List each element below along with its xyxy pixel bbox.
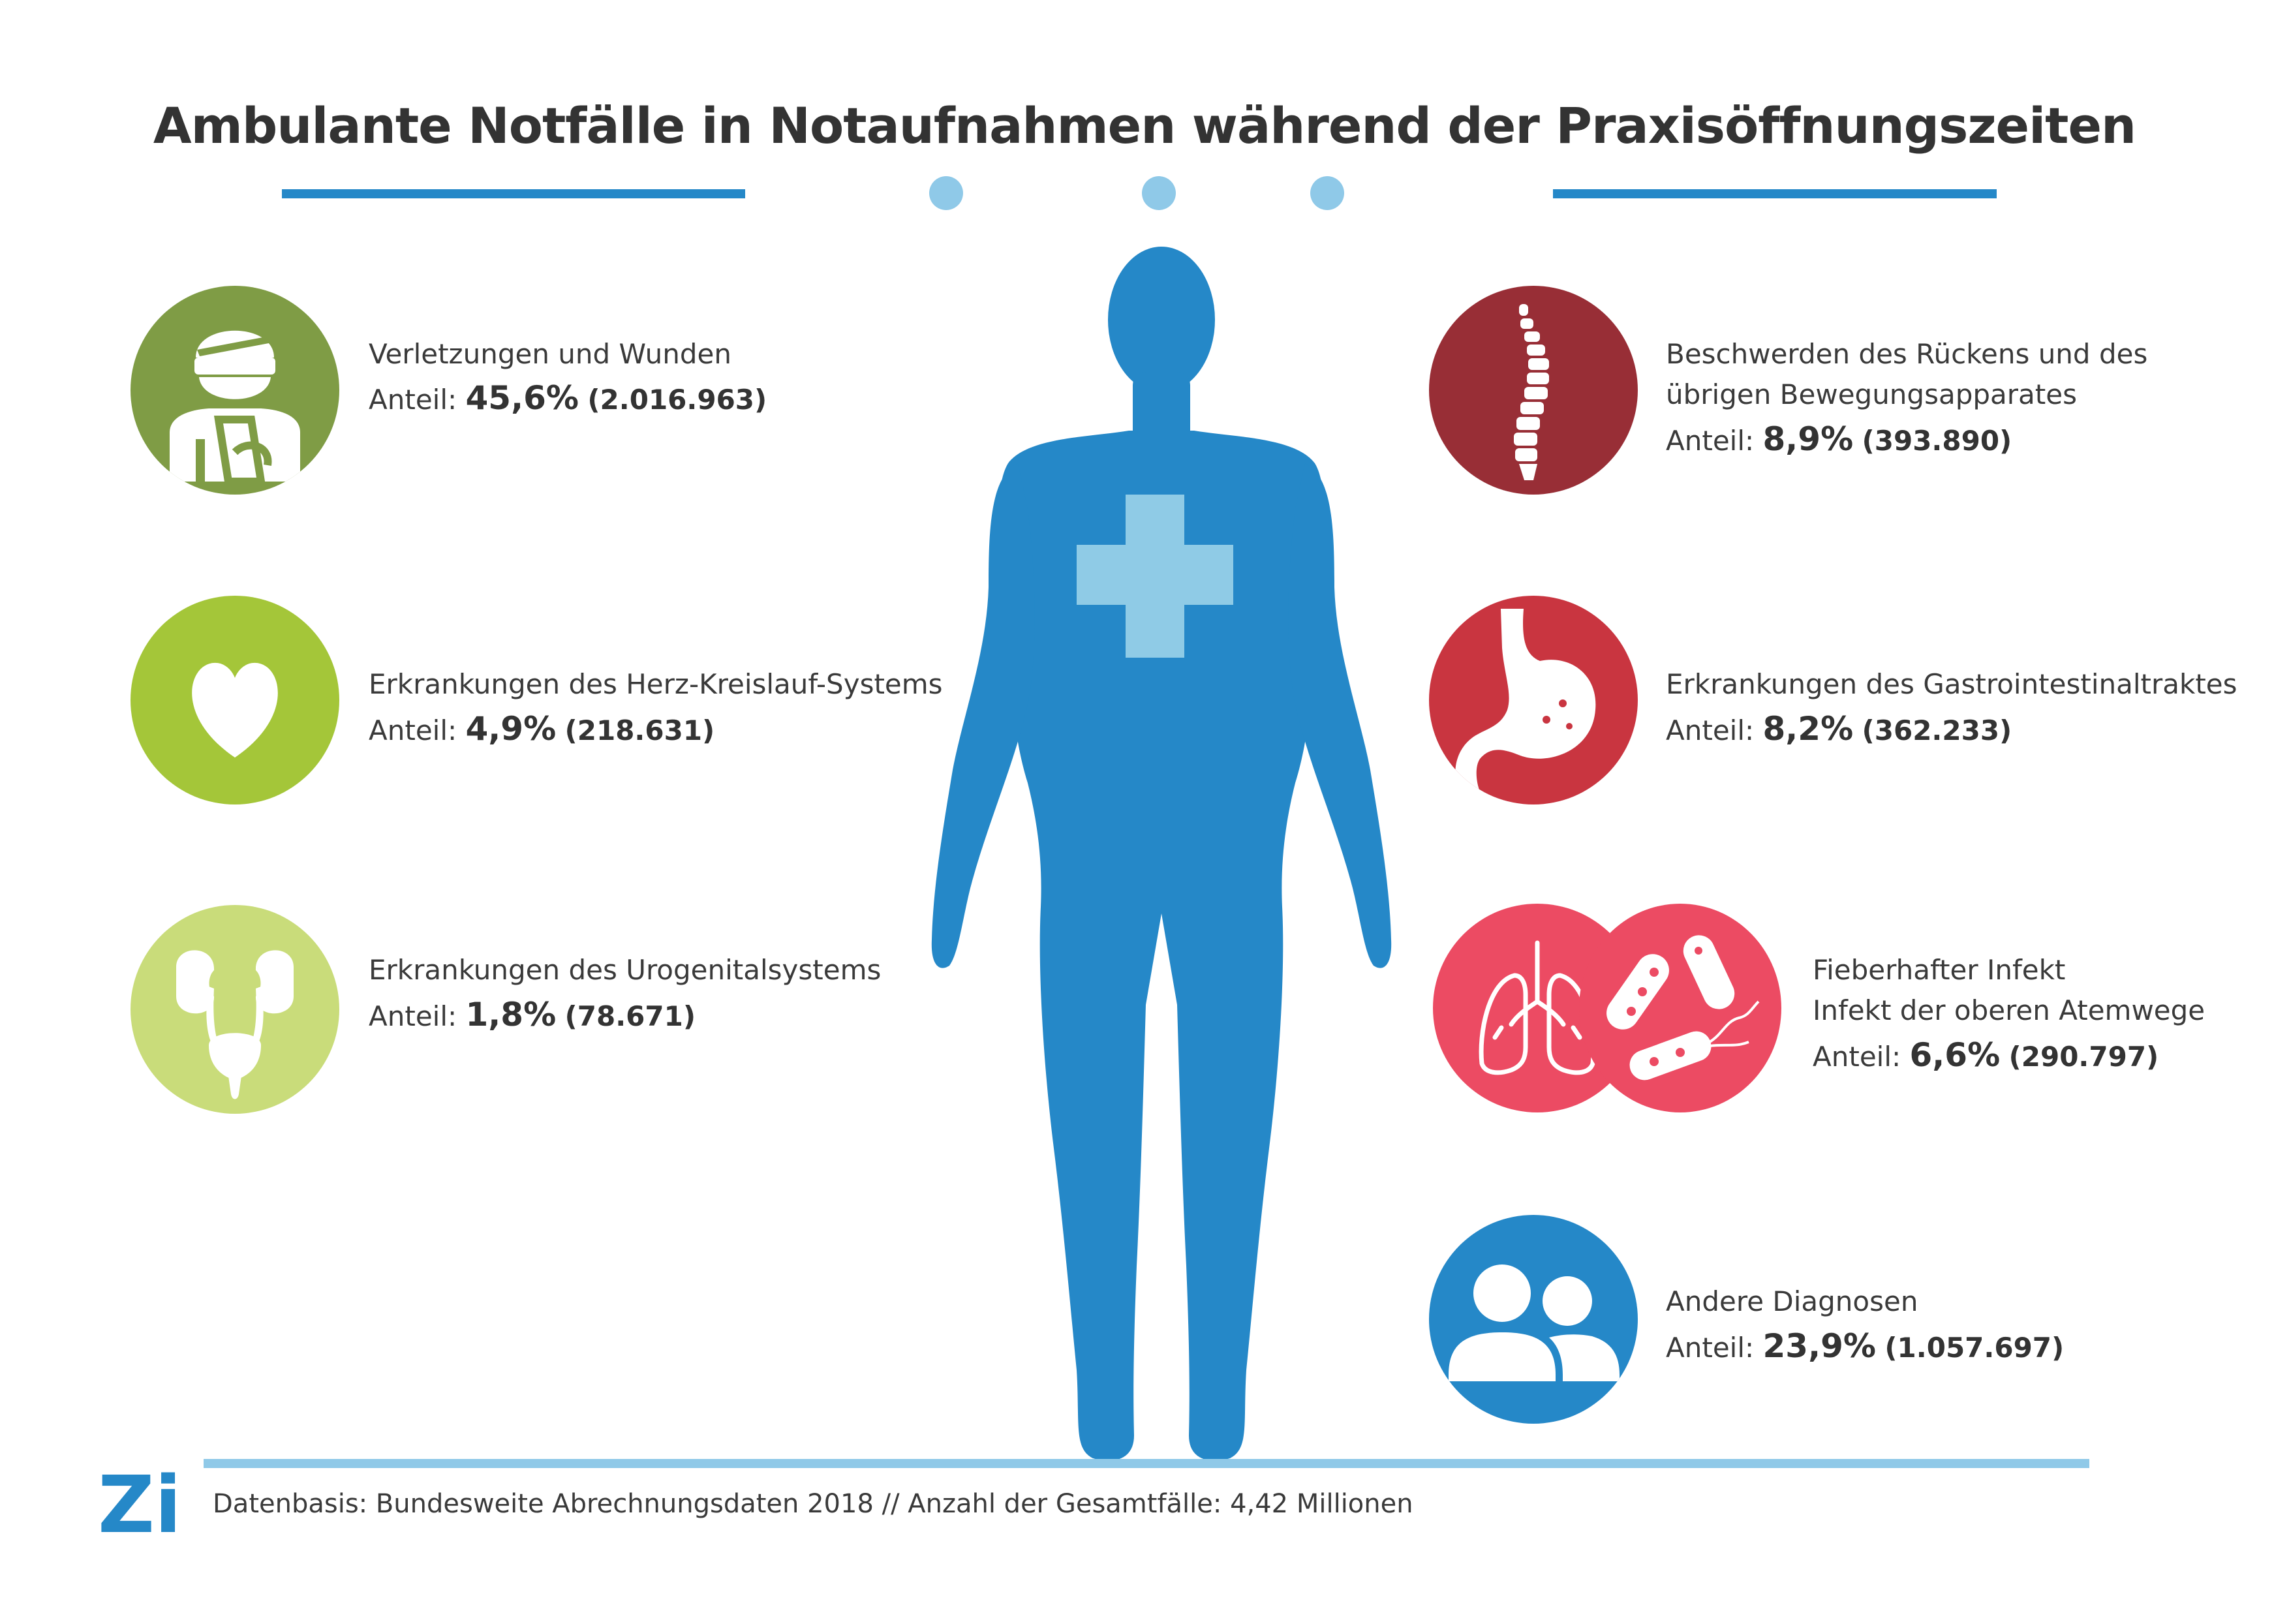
category-name: Fieberhafter Infekt xyxy=(1813,954,2066,986)
share-label: Anteil: xyxy=(1666,1332,1755,1364)
injured-person-icon xyxy=(131,286,339,495)
share-percent: 6,6% xyxy=(1909,1036,2001,1074)
category-name: Erkrankungen des Herz-Kreislauf-Systems xyxy=(369,668,943,700)
heart-icon xyxy=(131,596,339,804)
category-cardio-text xyxy=(369,664,943,705)
category-name: Erkrankungen des Gastrointestinaltraktes xyxy=(1666,668,2237,700)
category-gastro-text xyxy=(1666,664,2237,705)
injury-icon-circle xyxy=(131,286,339,495)
bacteria-icon-circle xyxy=(1579,904,1781,1112)
data-source-note: Datenbasis: Bundesweite Abrechnungsdaten 2018 // Anzahl der Gesamtfälle: 4,42 Millionen xyxy=(213,1489,1413,1519)
category-urogenital-share xyxy=(369,992,696,1039)
share-label: Anteil: xyxy=(369,714,457,746)
title-underline-left xyxy=(282,189,745,198)
category-name: Verletzungen und Wunden xyxy=(369,338,731,370)
spine-icon-circle xyxy=(1429,286,1638,495)
bacteria-icon xyxy=(1579,904,1781,1112)
category-name: Andere Diagnosen xyxy=(1666,1285,1918,1317)
category-other-share xyxy=(1666,1323,2064,1371)
category-injury-text xyxy=(369,334,731,375)
case-count: (218.631) xyxy=(564,714,715,746)
spine-icon xyxy=(1429,286,1638,495)
category-spine-text xyxy=(1666,334,2147,415)
share-percent: 8,2% xyxy=(1762,710,1854,748)
stomach-icon xyxy=(1429,596,1638,804)
share-label: Anteil: xyxy=(1813,1041,1901,1073)
share-label: Anteil: xyxy=(369,384,457,416)
share-percent: 23,9% xyxy=(1762,1327,1876,1365)
share-label: Anteil: xyxy=(1666,425,1755,457)
decorative-dot-2 xyxy=(1142,176,1176,210)
share-percent: 8,9% xyxy=(1762,420,1854,458)
kidney-icon xyxy=(131,905,339,1114)
category-infection-text xyxy=(1813,950,2205,1031)
category-name: Beschwerden des Rückens und des xyxy=(1666,338,2148,370)
footer-divider xyxy=(204,1459,2089,1468)
category-name: Erkrankungen des Urogenitalsystems xyxy=(369,954,882,986)
logo-text: Zi xyxy=(98,1468,182,1540)
decorative-dot-1 xyxy=(929,176,963,210)
decorative-dot-3 xyxy=(1310,176,1344,210)
gastro-icon-circle xyxy=(1429,596,1638,804)
category-infection-share xyxy=(1813,1032,2158,1080)
share-label: Anteil: xyxy=(369,1000,457,1032)
title-underline-right xyxy=(1553,189,1997,198)
category-other-text xyxy=(1666,1281,1918,1322)
case-count: (78.671) xyxy=(564,1000,696,1032)
category-injury-share xyxy=(369,375,767,423)
cardio-icon-circle xyxy=(131,596,339,804)
case-count: (393.890) xyxy=(1862,425,2012,457)
case-count: (1.057.697) xyxy=(1884,1332,2065,1364)
share-percent: 1,8% xyxy=(465,996,557,1034)
share-percent: 4,9% xyxy=(465,710,557,748)
share-percent: 45,6% xyxy=(465,379,579,417)
category-name-line2: übrigen Bewegungsapparates xyxy=(1666,378,2077,410)
other-icon-circle xyxy=(1429,1215,1638,1424)
category-name-line2: Infekt der oberen Atemwege xyxy=(1813,994,2205,1026)
zi-logo xyxy=(98,1468,189,1540)
urogenital-icon-circle xyxy=(131,905,339,1114)
page-title: Ambulante Notfälle in Notaufnahmen während der Praxisöffnungszeiten xyxy=(153,97,2136,155)
category-gastro-share xyxy=(1666,706,2012,754)
category-cardio-share xyxy=(369,706,714,754)
category-urogenital-text xyxy=(369,950,881,990)
people-icon xyxy=(1429,1215,1638,1424)
human-body-icon xyxy=(914,222,1409,1475)
case-count: (290.797) xyxy=(2008,1041,2159,1073)
case-count: (2.016.963) xyxy=(587,384,767,416)
case-count: (362.233) xyxy=(1862,714,2012,746)
share-label: Anteil: xyxy=(1666,714,1755,746)
category-spine-share xyxy=(1666,416,2012,464)
